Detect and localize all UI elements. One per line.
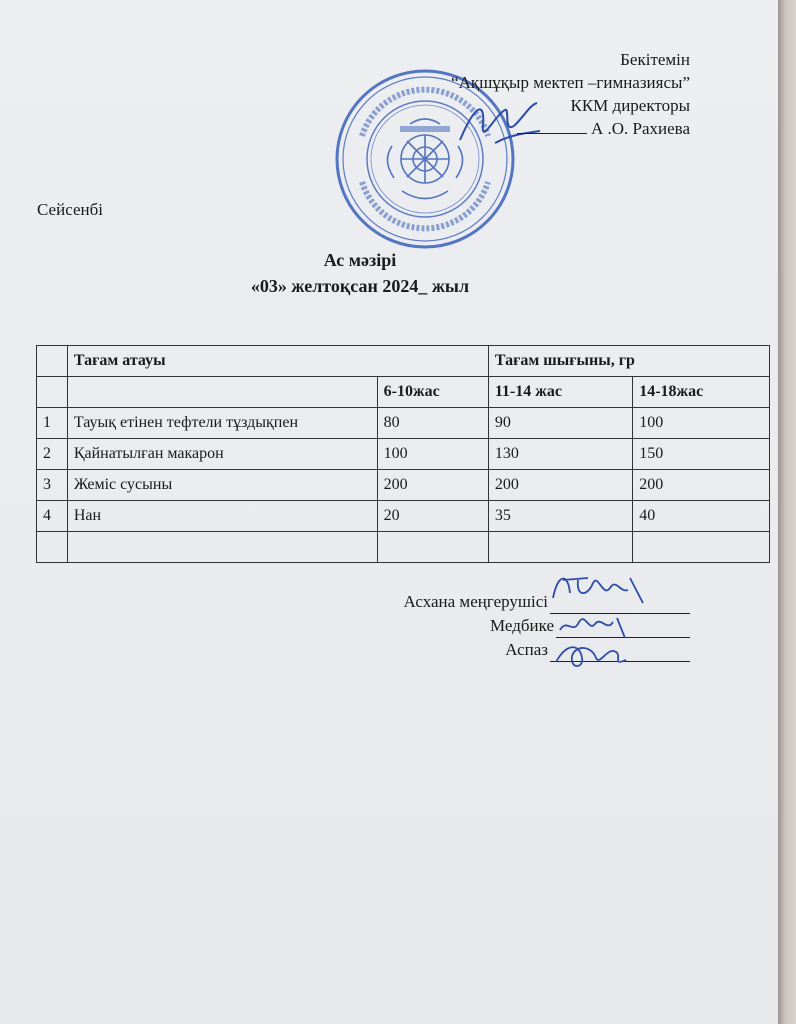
weekday: Сейсенбі bbox=[37, 200, 103, 219]
menu-title: Ас мәзірі bbox=[323, 250, 397, 270]
row-num: 4 bbox=[37, 501, 68, 532]
row-amount-11-14: 35 bbox=[488, 501, 632, 532]
signature-nurse bbox=[330, 614, 690, 638]
empty-cell bbox=[37, 532, 68, 563]
table-row bbox=[37, 439, 770, 470]
row-amount-14-18: 40 bbox=[633, 501, 770, 532]
age-group-1: 6-10жас bbox=[377, 377, 488, 408]
menu-date: «03» желтоқсан 2024_ жыл bbox=[250, 276, 470, 296]
approval-title: Бекітемін bbox=[620, 50, 690, 69]
row-amount-6-10: 20 bbox=[377, 501, 488, 532]
signature-cook bbox=[330, 638, 690, 662]
header-num-cell bbox=[37, 346, 68, 377]
director-sign-line bbox=[517, 133, 587, 134]
row-amount-6-10: 200 bbox=[377, 470, 488, 501]
cook-label: Аспаз bbox=[505, 640, 548, 659]
header-dish-name: Тағам атауы bbox=[67, 346, 488, 377]
row-amount-14-18: 100 bbox=[633, 408, 770, 439]
table-header-row bbox=[37, 346, 770, 377]
approval-block bbox=[451, 48, 690, 140]
school-name: “Ақшұқыр мектеп –гимназиясы” bbox=[451, 73, 690, 92]
table-row-empty bbox=[37, 532, 770, 563]
row-amount-11-14: 90 bbox=[488, 408, 632, 439]
head-cook-signature bbox=[548, 568, 648, 608]
age-group-3: 14-18жас bbox=[633, 377, 770, 408]
empty-cell bbox=[488, 532, 632, 563]
row-dish: Нан bbox=[67, 501, 377, 532]
table-age-row bbox=[37, 377, 770, 408]
empty-cell bbox=[633, 532, 770, 563]
row-dish: Қайнатылған макарон bbox=[67, 439, 377, 470]
director-name: А .О. Рахиева bbox=[590, 119, 690, 138]
menu-table bbox=[36, 345, 770, 563]
table-row bbox=[37, 470, 770, 501]
row-dish: Жеміс сусыны bbox=[67, 470, 377, 501]
row-amount-6-10: 80 bbox=[377, 408, 488, 439]
head-cook-label: Асхана меңгерушісі bbox=[403, 592, 548, 611]
age-group-2: 11-14 жас bbox=[488, 377, 632, 408]
row-dish: Тауық етінен тефтели тұздықпен bbox=[67, 408, 377, 439]
empty-cell bbox=[377, 532, 488, 563]
row-num: 1 bbox=[37, 408, 68, 439]
table-row bbox=[37, 501, 770, 532]
header-amount: Тағам шығыны, гр bbox=[488, 346, 769, 377]
cook-signature bbox=[552, 636, 632, 672]
row-num: 3 bbox=[37, 470, 68, 501]
row-amount-14-18: 200 bbox=[633, 470, 770, 501]
table-row bbox=[37, 408, 770, 439]
age-name-cell bbox=[67, 377, 377, 408]
age-num-cell bbox=[37, 377, 68, 408]
director-position: ККМ директоры bbox=[570, 96, 690, 115]
row-amount-6-10: 100 bbox=[377, 439, 488, 470]
row-amount-14-18: 150 bbox=[633, 439, 770, 470]
row-num: 2 bbox=[37, 439, 68, 470]
row-amount-11-14: 130 bbox=[488, 439, 632, 470]
empty-cell bbox=[67, 532, 377, 563]
row-amount-11-14: 200 bbox=[488, 470, 632, 501]
nurse-label: Медбике bbox=[490, 616, 554, 635]
director-name-row bbox=[451, 117, 690, 140]
page-edge-shadow bbox=[778, 0, 796, 1024]
